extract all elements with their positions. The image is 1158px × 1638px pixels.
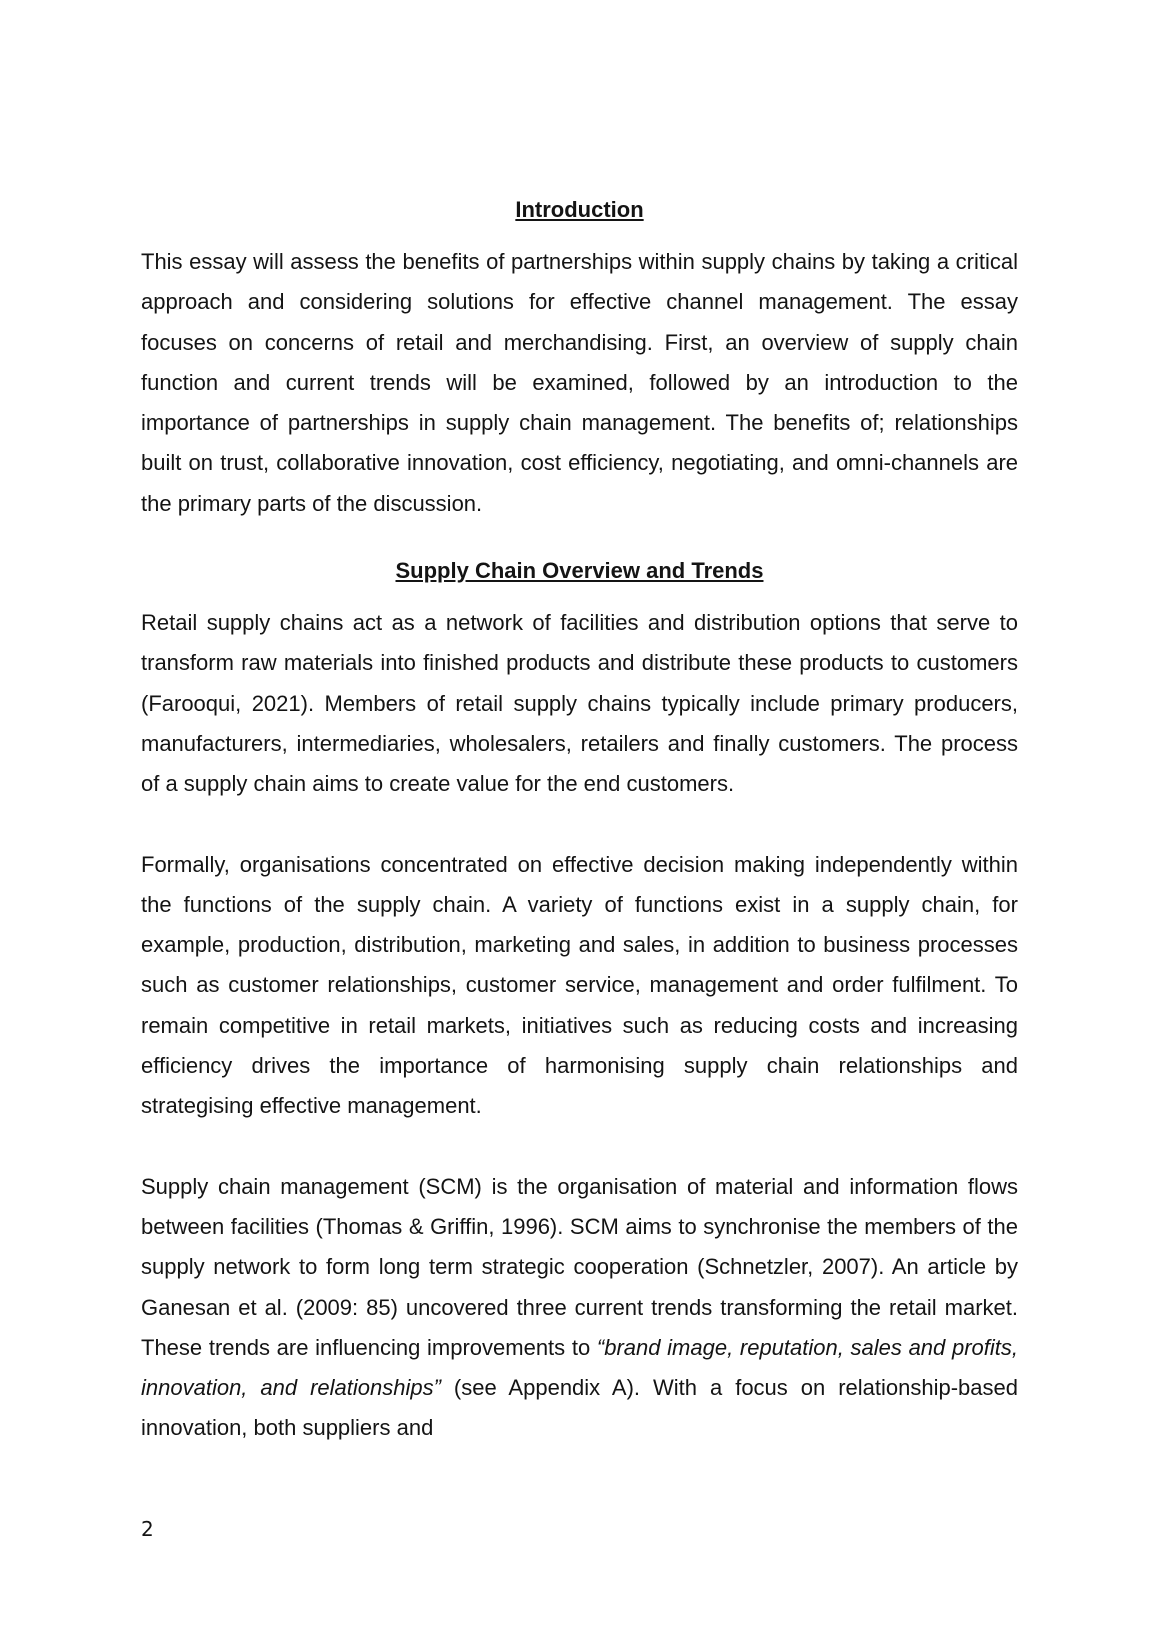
introduction-heading: Introduction bbox=[515, 197, 644, 222]
introduction-paragraph: This essay will assess the benefits of partnerships within supply chains by taking a critical approach and considering solutions for effective channel management. The essay focuses on concerns of retail and merchandising. First, an overview of supply chain function and current trends will be examined, followed by an introduction to the importance of partnerships in supply chain management. The benefits of; relationships built on trust, collaborative innovation, cost efficiency, negotiating, and omni-channels are the primary parts of the discussion. bbox=[141, 249, 1018, 516]
scm-paragraph-text: Supply chain management (SCM) is the organisation of material and information flows between facilities (Thomas & Griffin, 1996). SCM aims to synchronise the members of the supply network to form long term strategic cooperation (Schnetzler, 2007). An article by Ganesan et al. (2009: 85) uncovered three current trends transforming the retail market. These trends are influencing improvements to bbox=[141, 1173, 1018, 1360]
page-number: 2 bbox=[141, 1517, 154, 1541]
scm-paragraph-quote: “brand image, reputation, sales and profits, innovation, and relationships” bbox=[141, 1334, 1018, 1401]
scm-paragraph bbox=[141, 1167, 1018, 1449]
scm-paragraph-continuation: (see Appendix A). With a focus on relationship-based innovation, both suppliers and bbox=[141, 1375, 1018, 1441]
organisations-paragraph: Formally, organisations concentrated on effective decision making independently within the functions of the supply chain. A variety of functions exist in a supply chain, for example, production, distribution, marketing and sales, in addition to business processes such as customer relationships, customer service, management and order fulfilment. To remain competitive in retail markets, initiatives such as reducing costs and increasing efficiency drives the importance of harmonising supply chain relationships and strategising effective management. bbox=[141, 851, 1018, 1119]
supply-chain-overview-heading: Supply Chain Overview and Trends bbox=[395, 558, 764, 584]
page-content bbox=[141, 190, 1018, 1449]
retail-supply-chains-paragraph: Retail supply chains act as a network of facilities and distribution options that serve to transform raw materials into finished products and distribute these products to customers (Farooqui, 2021). Members of retail supply chains typically include primary producers, manufacturers, intermediaries, wholesalers, retailers and finally customers. The process of a supply chain aims to create value for the end customers. bbox=[141, 610, 1018, 797]
